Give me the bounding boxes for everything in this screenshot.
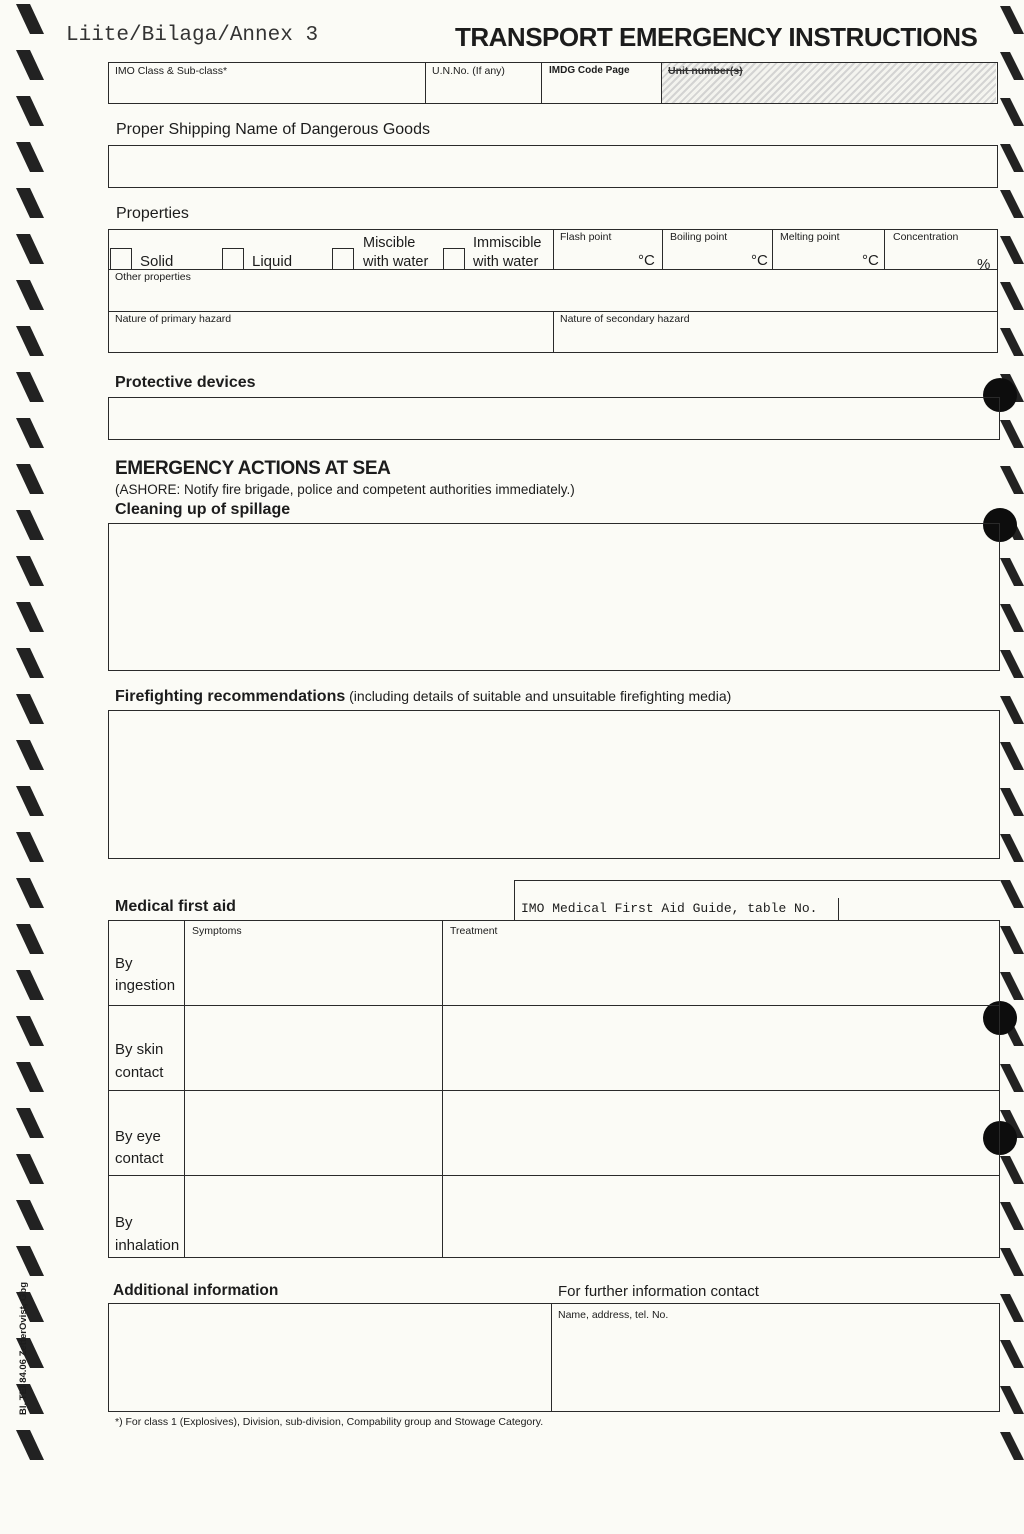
contact-label: For further information contact: [558, 1283, 759, 1300]
symptoms-header: Symptoms: [192, 925, 242, 937]
protective-devices-input[interactable]: [108, 397, 1000, 440]
symptoms-eye-cell[interactable]: [186, 1092, 441, 1174]
concentration-field[interactable]: Concentration: [893, 231, 959, 243]
secondary-hazard-field[interactable]: Nature of secondary hazard: [560, 313, 690, 325]
medical-guide-label: IMO Medical First Aid Guide, table No.: [521, 901, 818, 916]
print-code: Bl. TEI 84.06 ZetterOvist, Gbg: [18, 1281, 29, 1415]
protective-devices-label: Protective devices: [115, 374, 256, 391]
treatment-inhalation-cell[interactable]: [444, 1177, 998, 1257]
emergency-title: EMERGENCY ACTIONS AT SEA: [115, 458, 391, 479]
firefighting-input[interactable]: [108, 710, 1000, 859]
annex-label: Liite/Bilaga/Annex 3: [66, 24, 319, 47]
solid-checkbox[interactable]: [110, 248, 132, 270]
row-eye-l2: contact: [115, 1150, 164, 1167]
properties-label: Properties: [116, 205, 189, 222]
miscible-label-line1: Miscible: [363, 235, 416, 251]
other-properties-field[interactable]: Other properties: [115, 271, 191, 283]
immiscible-label-line1: Immiscible: [473, 235, 542, 251]
row-ingestion-l1: By: [115, 955, 133, 972]
miscible-label-line2: with water: [363, 254, 429, 270]
firefighting-heading: [115, 688, 731, 706]
medical-label: Medical first aid: [115, 898, 236, 915]
treatment-ingestion-cell[interactable]: [444, 936, 998, 1004]
treatment-eye-cell[interactable]: [444, 1092, 998, 1174]
melting-point-unit: °C: [862, 252, 879, 269]
row-inhalation-l2: inhalation: [115, 1237, 180, 1254]
symptoms-skin-cell[interactable]: [186, 1007, 441, 1089]
shipping-name-input[interactable]: [108, 145, 998, 188]
page-title: TRANSPORT EMERGENCY INSTRUCTIONS: [455, 22, 978, 52]
spillage-label: Cleaning up of spillage: [115, 501, 291, 518]
additional-info-label: Additional information: [113, 1282, 279, 1299]
immiscible-checkbox[interactable]: [443, 248, 465, 270]
un-number-field[interactable]: U.N.No. (If any): [432, 65, 505, 77]
unit-number-field[interactable]: [662, 63, 996, 103]
row-ingestion-l2: ingestion: [115, 977, 176, 994]
concentration-unit: %: [977, 256, 991, 273]
emergency-subtitle: (ASHORE: Notify fire brigade, police and competent authorities immediately.): [115, 482, 575, 497]
row-eye-l1: By eye: [115, 1128, 161, 1145]
symptoms-ingestion-cell[interactable]: [186, 936, 441, 1004]
immiscible-label-line2: with water: [473, 254, 539, 270]
miscible-checkbox[interactable]: [332, 248, 354, 270]
symptoms-inhalation-cell[interactable]: [186, 1177, 441, 1257]
imdg-page-field[interactable]: IMDG Code Page: [549, 65, 630, 76]
flash-point-unit: °C: [638, 252, 655, 269]
melting-point-field[interactable]: Melting point: [780, 231, 840, 243]
boiling-point-field[interactable]: Boiling point: [670, 231, 728, 243]
row-skin-l2: contact: [115, 1064, 164, 1081]
firefighting-label: Firefighting recommendations: [115, 688, 346, 705]
footnote: *) For class 1 (Explosives), Division, sub-division, Compability group and Stowage Category.: [115, 1416, 544, 1428]
treatment-header: Treatment: [450, 925, 498, 937]
contact-sublabel: Name, address, tel. No.: [558, 1309, 669, 1321]
right-hazard-stripe: [996, 0, 1024, 1534]
solid-label: Solid: [140, 253, 174, 270]
flash-point-field[interactable]: Flash point: [560, 231, 612, 243]
liquid-label: Liquid: [252, 253, 293, 270]
treatment-skin-cell[interactable]: [444, 1007, 998, 1089]
primary-hazard-field[interactable]: Nature of primary hazard: [115, 313, 232, 325]
boiling-point-unit: °C: [751, 252, 768, 269]
shipping-name-label: Proper Shipping Name of Dangerous Goods: [116, 121, 430, 138]
spillage-input[interactable]: [108, 523, 1000, 671]
additional-info-input[interactable]: [108, 1303, 552, 1412]
row-inhalation-l1: By: [115, 1214, 133, 1231]
row-skin-l1: By skin: [115, 1041, 164, 1058]
medical-guide-field[interactable]: [514, 880, 1000, 920]
imo-class-field[interactable]: IMO Class & Sub-class*: [115, 65, 228, 77]
unit-number-label: Unit number(s): [668, 65, 743, 77]
liquid-checkbox[interactable]: [222, 248, 244, 270]
firefighting-note: (including details of suitable and unsuitable firefighting media): [345, 688, 732, 704]
